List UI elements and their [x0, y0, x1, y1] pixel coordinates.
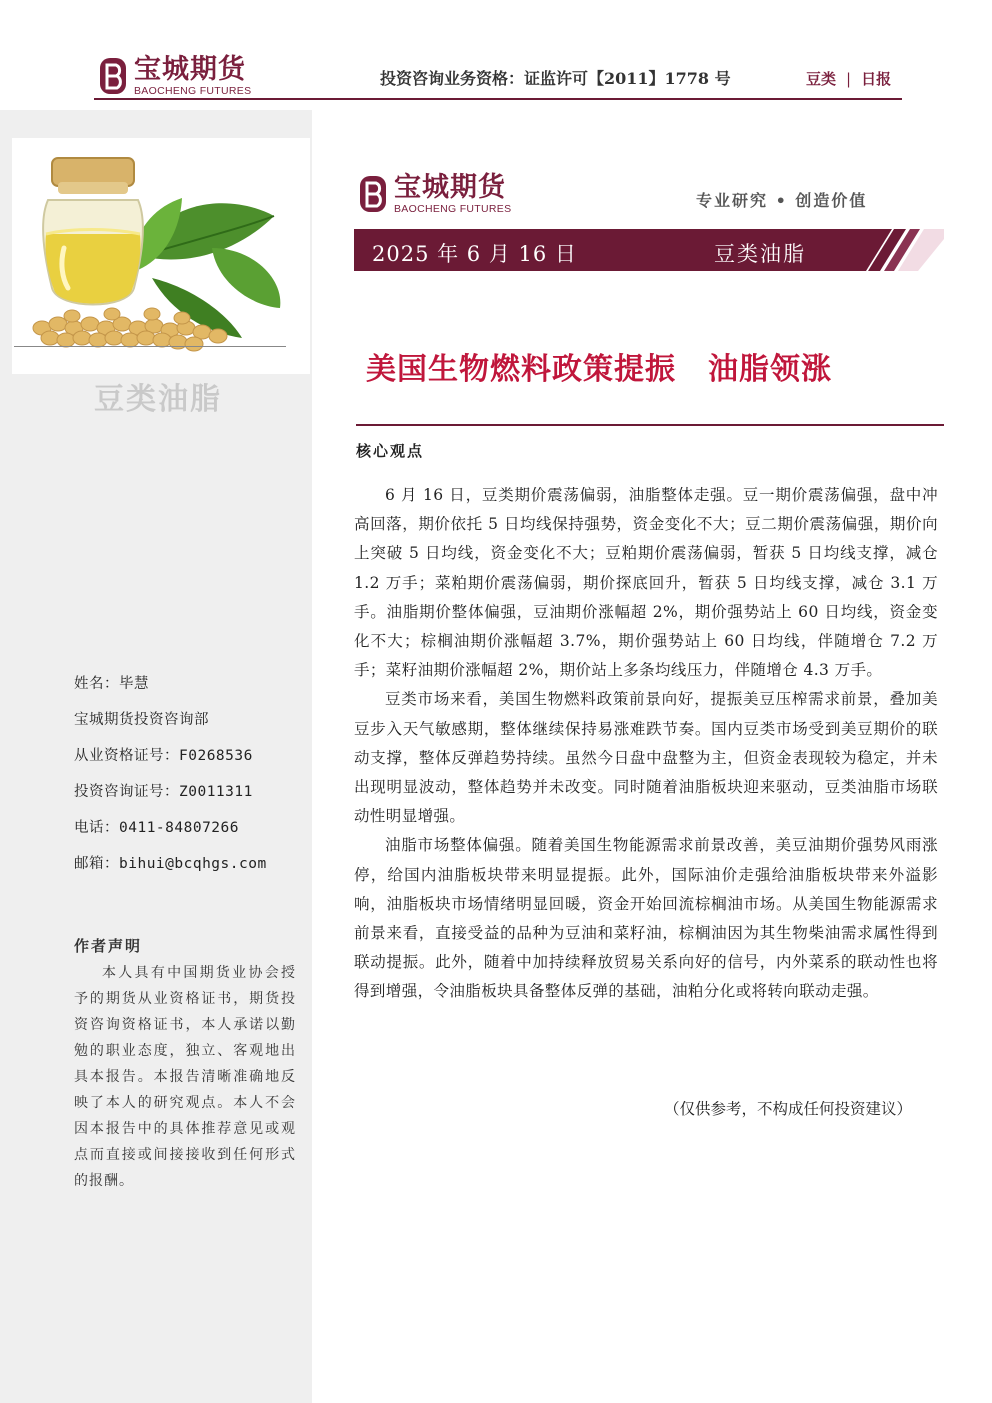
analyst-email[interactable]: 邮箱：bihui@bcqhgs.com — [74, 856, 267, 872]
declaration-title: 作者声明 — [74, 937, 143, 955]
analyst-contact — [74, 666, 306, 882]
analyst-name: 姓名：毕慧 — [74, 676, 149, 692]
tag-divider: | — [846, 70, 852, 88]
header-logo-cn: 宝城期货 — [134, 54, 246, 85]
soybean-oil-jar-icon — [12, 138, 310, 374]
header-logo-en: BAOCHENG FUTURES — [134, 85, 252, 97]
consulting-number: 投资咨询证号：Z0011311 — [74, 784, 253, 800]
report-type-tag — [806, 68, 891, 89]
date-banner — [354, 229, 944, 271]
qualification-number: 从业资格证号：F0268536 — [74, 748, 253, 764]
main-logo — [358, 172, 523, 218]
sidebar-title: 豆类油脂 — [94, 382, 222, 417]
report-date: 2025 年 6 月 16 日 — [372, 242, 577, 266]
header-divider — [94, 98, 902, 100]
main-logo-cn: 宝城期货 — [394, 172, 506, 203]
cover-photo — [12, 138, 310, 374]
paragraph-soybean-market: 豆类市场来看，美国生物燃料政策前景向好，提振美豆压榨需求前景，叠加美豆步入天气敏感期，整体继续保持易涨难跌节奏。国内豆类市场受到美豆期价的联动支撑，整体反弹趋势持续。虽然今日盘中盘整为主，但资金表现较为稳定，并未出现明显波动，整体趋势并未改变。同时随着油脂板块迎来驱动，豆类油脂市场联动性明显增强。 — [354, 690, 938, 826]
headline-divider — [356, 424, 944, 426]
headline-part-1: 美国生物燃料政策提振 — [366, 352, 676, 387]
analyst-phone: 电话：0411-84807266 — [74, 820, 239, 836]
disclaimer: （仅供参考，不构成任何投资建议） — [664, 1100, 913, 1118]
report-type-label: 日报 — [861, 70, 892, 88]
baocheng-logo-icon — [98, 54, 130, 98]
analyst-department: 宝城期货投资咨询部 — [74, 712, 209, 728]
core-view-title: 核心观点 — [356, 442, 425, 460]
photo-divider — [14, 346, 286, 347]
declaration-text: 本人具有中国期货业协会授予的期货从业资格证书，期货投资咨询资格证书，本人承诺以勤勉的职业态度，独立、客观地出具本报告。本报告清晰准确地反映了本人的研究观点。本人不会因本报告中的具体推荐意见或观点而直接或间接接收到任何形式的报酬。 — [74, 965, 296, 1189]
paragraph-oil-market: 油脂市场整体偏强。随着美国生物能源需求前景改善，美豆油期价强势风雨涨停，给国内油脂板块带来明显提振。此外，国际油价走强给油脂板块带来外溢影响，油脂板块市场情绪明显回暖，资金开始回流棕榈油市场。从美国生物能源需求前景来看，直接受益的品种为豆油和菜籽油，棕榈油因为其生物柴油需求属性得到联动提振。此外，随着中加持续释放贸易关系向好的信号，内外菜系的联动性也将得到增强，令油脂板块具备整体反弹的基础，油粕分化或将转向联动走强。 — [354, 836, 938, 1001]
headline-part-2: 油脂领涨 — [708, 352, 832, 387]
report-body — [354, 481, 938, 1007]
headline — [366, 344, 832, 388]
baocheng-logo-icon — [358, 172, 390, 216]
report-category: 豆类油脂 — [714, 242, 806, 266]
slogan: 专业研究 • 创造价值 — [696, 191, 868, 210]
main-logo-en: BAOCHENG FUTURES — [394, 203, 512, 215]
paragraph-market-summary: 6 月 16 日，豆类期价震荡偏弱，油脂整体走强。豆一期价震荡偏强，盘中冲高回落，期价依托 5 日均线保持强势，资金变化不大；豆二期价震荡偏强，期价向上突破 5 日均线，资金变化不大；豆粕期价震荡偏弱，暂获 5 日均线支撑，减仓 1.2 万手；菜粕期价震荡偏弱，期价探底回升，暂获 5 日均线支撑，减仓 3.1 万手。油脂期价整体偏强，豆油期价涨幅超 2%，期价强势站上 60 日均线，资金变化不大；棕榈油期价涨幅超 3.7%，期价强势站上 60 日均线，伴随增仓 7.2 万手；菜籽油期价涨幅超 2%，期价站上多条均线压力，伴随增仓 4.3 万手。 — [354, 486, 938, 680]
category-tag: 豆类 — [806, 70, 837, 88]
header-logo — [98, 54, 258, 100]
license-text: 投资咨询业务资格：证监许可【2011】1778 号 — [380, 69, 731, 88]
